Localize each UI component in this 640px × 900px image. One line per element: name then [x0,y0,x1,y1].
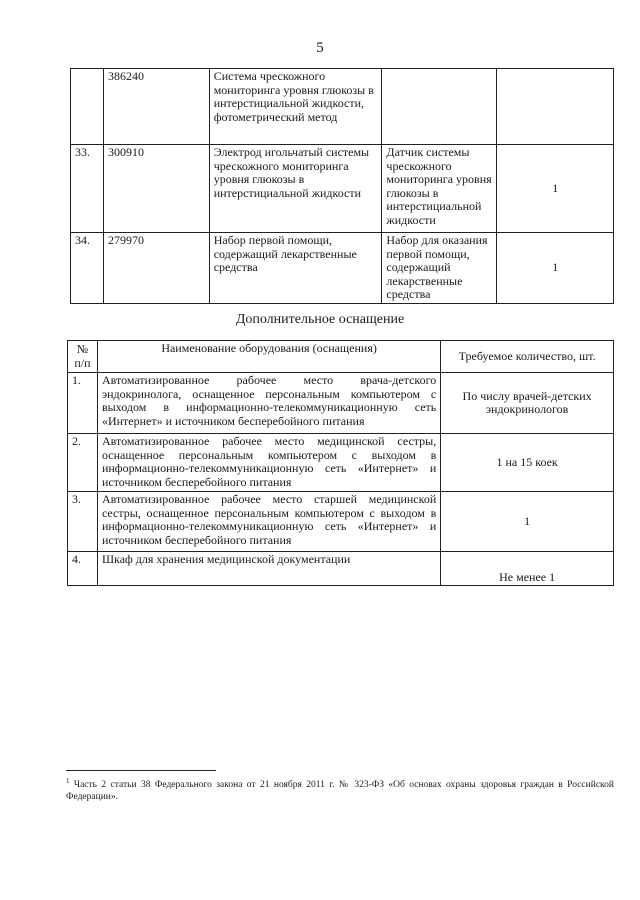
table-row [68,434,614,492]
row-number: 34. [71,233,104,304]
footnote-divider [66,770,216,771]
row-item: Датчик системы чрескожного мониторинга уровня глюкозы в интерстициальной жидкости [382,145,497,233]
table-row [71,145,614,233]
row-quantity: 1 на 15 коек [441,434,614,492]
header-name: Наименование оборудования (оснащения) [97,341,440,373]
table-row [71,233,614,304]
header-number: № п/п [68,341,98,373]
row-number: 4. [68,552,98,586]
footnote [66,775,614,803]
row-number: 1. [68,373,98,434]
section-title: Дополнительное оснащение [235,312,405,327]
row-number: 2. [68,434,98,492]
table-row [71,69,614,145]
row-quantity: 1 [441,492,614,552]
table-row [68,552,614,586]
row-name: Автоматизированное рабочее место старшей медицинской сестры, оснащенное персональным компьютером с выходом в информационно-телекоммуникационную сеть «Интернет» и источником бесперебойного питания [97,492,440,552]
row-number [71,69,104,145]
row-name: Система чрескожного мониторинга уровня глюкозы в интерстициальной жидкости, фотометрический метод [209,69,382,145]
row-number: 33. [71,145,104,233]
row-name: Автоматизированное рабочее место врача-детского эндокринолога, оснащенное персональным компьютером с выходом в информационно-телекоммуникационную сеть «Интернет» и источником бесперебойного питания [97,373,440,434]
row-quantity: 1 [497,145,614,233]
row-code: 386240 [103,69,209,145]
row-quantity: Не менее 1 [441,552,614,586]
row-code: 300910 [103,145,209,233]
table-row [68,373,614,434]
row-name: Набор первой помощи, содержащий лекарственные средства [209,233,382,304]
header-row [68,341,614,373]
table-row [68,492,614,552]
row-quantity [497,69,614,145]
row-item: Набор для оказания первой помощи, содержащий лекарственные средства [382,233,497,304]
footnote-text: Часть 2 статьи 38 Федерального закона от 21 ноября 2011 г. № 323-ФЗ «Об основах охраны здоровья граждан в Российской Федерации». [66,780,614,803]
row-quantity: 1 [497,233,614,304]
row-code: 279970 [103,233,209,304]
row-name: Электрод игольчатый системы чрескожного мониторинга уровня глюкозы в интерстициальной жидкости [209,145,382,233]
row-name: Автоматизированное рабочее место медицинской сестры, оснащенное персональным компьютером с выходом в информационно-телекоммуникационную сеть «Интернет» и источником бесперебойного питания [97,434,440,492]
footnote-mark: 1 [66,777,70,785]
row-number: 3. [68,492,98,552]
equipment-table [70,68,614,304]
row-item [382,69,497,145]
page-number: 5 [316,40,324,56]
row-quantity: По числу врачей-детских эндокринологов [441,373,614,434]
row-name: Шкаф для хранения медицинской документации [97,552,440,586]
header-quantity: Требуемое количество, шт. [441,341,614,373]
additional-equipment-table [67,340,614,586]
